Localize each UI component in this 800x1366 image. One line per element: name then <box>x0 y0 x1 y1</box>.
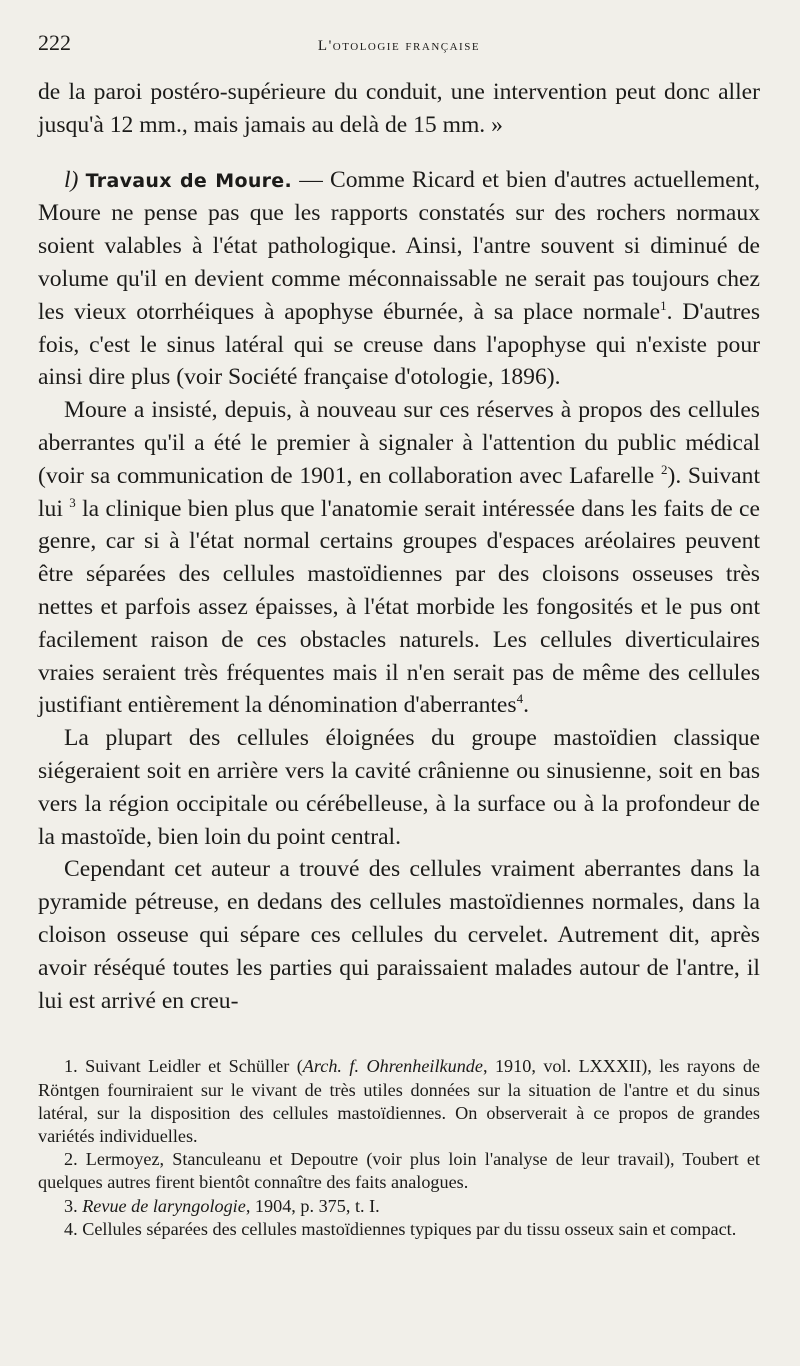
paragraph-2-text-b: . D'autres fois, c'est le sinus latéral qui se creuse dans l'apophyse qui n'existe pour ainsi dire plus (voir Société française d'otologie, 1896). <box>38 298 761 391</box>
footnote-1-text-b: , 1910, vol. LXXXII), les rayons de Röntgen fourniraient sur le vivant de très utiles données sur la situation de l'antre et du sinus latéral, sur la disposition des cellules mastoïdiennes. On observerait à ce propos de grandes variétés individuelles. <box>38 1056 760 1146</box>
paragraph-4: La plupart des cellules éloignées du groupe mastoïdien classique siégeraient soit en arrière vers la cavité crânienne ou sinusienne, soit en bas vers la région occipitale ou cérébelleuse, à la surface ou à la profondeur de la mastoïde, bien loin du point central. <box>38 725 760 850</box>
paragraph-3-text-b: ). Suivant lui <box>38 462 761 522</box>
main-text <box>38 76 760 1017</box>
footnote-ref-1: 1 <box>660 297 667 313</box>
footnote-ref-3: 3 <box>69 494 76 510</box>
running-title: L'otologie française <box>317 38 481 54</box>
paragraph-3-text-d: . <box>523 692 529 719</box>
footnote-1-journal: Arch. f. Ohrenheilkunde <box>302 1056 483 1077</box>
paragraph-3-text-c: la clinique bien plus que l'anatomie serait intéressée dans les faits de ce genre, car si à l'état normal certains groupes d'espaces aréolaires peuvent être séparées des cellules mastoïdiennes par des cloisons osseuses très nettes et parfois assez épaisses, à l'état morbide les fongosités et le pus ont facilement raison de ces obstacles naturels. Les cellules diverticulaires vraies seraient très fréquentes mais il n'en serait pas de même des cellules justifiant entièrement la dénomination d'aberrantes <box>38 495 760 719</box>
paragraph-1: de la paroi postéro-supérieure du conduit, une intervention peut donc aller jusqu'à 12 mm., mais jamais au delà de 15 mm. » <box>38 79 760 138</box>
footnote-ref-4: 4 <box>516 691 524 707</box>
footnote-3-journal: Revue de laryngologie <box>82 1195 246 1216</box>
footnote-1 <box>38 1055 760 1148</box>
section-label: l) <box>64 166 79 193</box>
paragraph-5: Cependant cet auteur a trouvé des cellules vraiment aberrantes dans la pyramide pétreuse, en dedans des cellules mastoïdiennes normales, dans la cloison osseuse qui sépare ces cellules du cervelet. Autrement dit, après avoir réséqué toutes les parties qui paraissaient malades autour de l'antre, il lui est arrivé en creu- <box>38 856 760 1014</box>
paragraph-3-text-a: Moure a insisté, depuis, à nouveau sur ces réserves à propos des cellules aberrantes qu'il a été le premier à signaler à l'attention du public médical (voir sa communication de 1901, en collaboration avec Lafarelle <box>38 397 760 489</box>
footnote-ref-2: 2 <box>660 461 668 477</box>
paragraph-3 <box>38 394 760 722</box>
section-title: Travaux de Moure. <box>85 169 293 192</box>
footnote-3 <box>38 1195 760 1218</box>
footnote-1-text-a: 1. Suivant Leidler et Schüller ( <box>64 1056 303 1077</box>
page-number: 222 <box>38 30 71 55</box>
page-header <box>38 30 760 62</box>
footnote-2: 2. Lermoyez, Stanculeanu et Depoutre (voir plus loin l'analyse de leur travail), Toubert et quelques autres firent bientôt connaître des faits analogues. <box>38 1149 760 1193</box>
paragraph-2 <box>38 164 760 395</box>
footnotes <box>38 1055 760 1241</box>
footnote-4: 4. Cellules séparées des cellules mastoïdiennes typiques par du tissu osseux sain et compact. <box>64 1218 737 1239</box>
paragraph-2-text-a: — Comme Ricard et bien d'autres actuellement, Moure ne pense pas que les rapports constatés sur des rochers normaux soient valables à l'état pathologique. Ainsi, l'antre souvent si diminué de volume qu'il en devient comme méconnaissable ne serait pas toujours chez les vieux otorrhéiques à apophyse éburnée, à sa place normale <box>38 166 760 325</box>
footnote-3-text-b: , 1904, p. 375, t. I. <box>245 1195 380 1216</box>
footnote-3-text-a: 3. <box>64 1195 83 1216</box>
